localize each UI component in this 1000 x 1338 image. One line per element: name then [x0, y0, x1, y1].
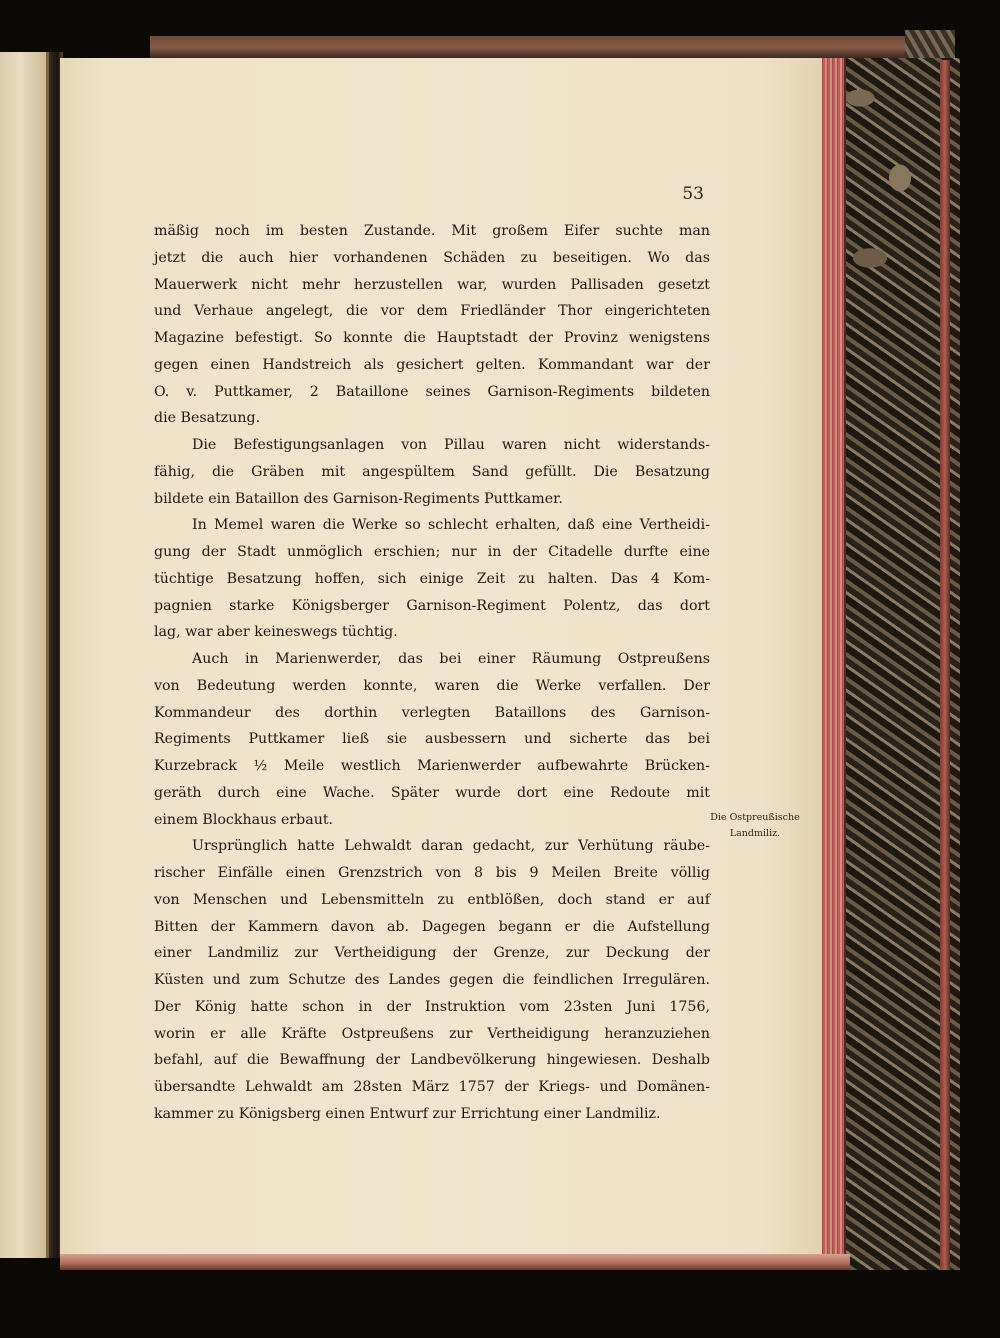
cover-edge	[940, 60, 950, 1270]
text-line: einer Landmiliz zur Vertheidigung der Grenze, zur Deckung der	[154, 945, 710, 962]
text-line: rischer Einfälle einen Grenzstrich von 8 bis 9 Meilen Breite völlig	[154, 865, 710, 881]
text-line: Der König hatte schon in der Instruktion vom 23sten Juni 1756,	[154, 998, 710, 1015]
text-line: von Bedeutung werden konnte, waren die Werke verfallen. Der	[154, 677, 710, 694]
page-block-bottom	[60, 1254, 850, 1270]
text-line: Magazine befestigt. So konnte die Hauptstadt der Provinz wenigstens	[154, 330, 710, 346]
text-line: Kurzebrack ½ Meile westlich Marienwerder aufbewahrte Brücken-	[154, 758, 710, 774]
text-line: Die Befestigungsanlagen von Pillau waren nicht widerstands-	[192, 437, 710, 453]
page-block-edge	[818, 58, 846, 1268]
cover-top-edge	[150, 36, 940, 58]
text-line: Küsten und zum Schutze des Landes gegen die feindlichen Irregulären.	[154, 972, 710, 988]
text-line: pagnien starke Königsberger Garnison-Regiment Polentz, das dort	[154, 597, 710, 614]
text-line: von Menschen und Lebensmitteln zu entblößen, doch stand er auf	[154, 891, 710, 908]
text-line: kammer zu Königsberg einen Entwurf zur Errichtung einer Landmiliz.	[154, 1105, 661, 1122]
body-text	[154, 218, 710, 1128]
text-line: worin er alle Kräfte Ostpreußens zur Vertheidigung heranzuziehen	[154, 1025, 710, 1042]
text-line: gung der Stadt unmöglich erschien; nur in der Citadelle durfte eine	[154, 544, 710, 560]
text-line: Ursprünglich hatte Lehwaldt daran gedacht, zur Verhütung räube-	[192, 838, 710, 855]
text-line: Auch in Marienwerder, das bei einer Räumung Ostpreußens	[192, 651, 710, 667]
text-line: fähig, die Gräben mit angespültem Sand gefüllt. Die Besatzung	[154, 463, 710, 480]
text-line: In Memel waren die Werke so schlecht erhalten, daß eine Vertheidi-	[192, 517, 710, 534]
text-line: lag, war aber keineswegs tüchtig.	[154, 624, 398, 641]
text-line: Regiments Puttkamer ließ sie ausbessern und sicherte das bei	[154, 731, 710, 748]
right-page	[60, 58, 822, 1254]
margin-note-line: Landmiliz.	[729, 828, 781, 839]
margin-note	[690, 810, 820, 842]
margin-note-line: Die Ostpreußische	[710, 812, 800, 823]
text-line: jetzt die auch hier vorhandenen Schäden zu beseitigen. Wo das	[154, 249, 710, 266]
text-line: bildete ein Bataillon des Garnison-Regiments Puttkamer.	[154, 490, 563, 507]
text-line: die Besatzung.	[154, 410, 261, 427]
text-line: Mauerwerk nicht mehr herzustellen war, wurden Pallisaden gesetzt	[154, 276, 710, 293]
left-page-edge	[0, 52, 49, 1258]
text-line: Bitten der Kammern davon ab. Dagegen begann er die Aufstellung	[154, 918, 710, 935]
text-line: befahl, auf die Bewaffnung der Landbevölkerung hingewiesen. Deshalb	[154, 1052, 710, 1069]
text-line: übersandte Lehwaldt am 28sten März 1757 der Kriegs- und Domänen-	[154, 1079, 710, 1095]
page-number: 53	[682, 184, 704, 204]
marbled-cover-corner	[905, 30, 955, 60]
text-line: tüchtige Besatzung hoffen, sich einige Zeit zu halten. Das 4 Kom-	[154, 570, 710, 587]
text-line: O. v. Puttkamer, 2 Bataillone seines Garnison-Regiments bildeten	[154, 383, 710, 400]
text-line: Kommandeur des dorthin verlegten Bataillons des Garnison-	[154, 704, 710, 721]
text-line: mäßig noch im besten Zustande. Mit großem Eifer suchte man	[154, 223, 710, 239]
text-line: gegen einen Handstreich als gesichert gelten. Kommandant war der	[154, 356, 710, 373]
text-line: einem Blockhaus erbaut.	[154, 811, 334, 828]
text-line: geräth durch eine Wache. Später wurde dort eine Redoute mit	[154, 784, 710, 801]
text-line: und Verhaue angelegt, die vor dem Friedländer Thor eingerichteten	[154, 303, 710, 320]
